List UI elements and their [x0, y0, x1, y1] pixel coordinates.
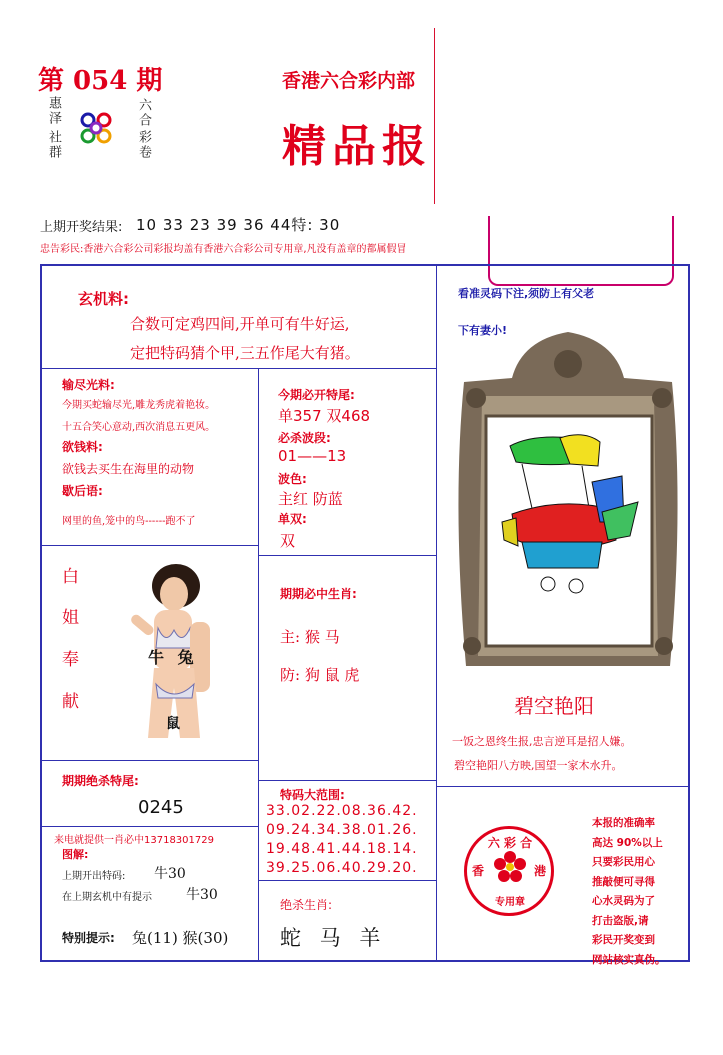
range-row-2: 09.24.34.38.01.26.: [266, 822, 418, 838]
accuracy-line-3: 只要彩民用心: [592, 856, 655, 868]
seal-mid-right: 港: [534, 864, 547, 878]
odd-even-value: 双: [280, 532, 296, 550]
baijie-char-4: 献: [62, 692, 79, 712]
tujie-2-value: 牛30: [186, 887, 218, 903]
kill-tail-label: 期期绝杀特尾:: [62, 774, 139, 788]
xiehouyu-label: 歇后语:: [62, 484, 103, 498]
header-vertical-1: 惠泽: [46, 96, 61, 126]
last-results-numbers: 10 33 23 39 36 44特: 30: [136, 216, 341, 234]
baijie-overlay-2: 鼠: [166, 716, 180, 732]
kill-zodiac-value: 蛇 马 羊: [280, 926, 387, 950]
accuracy-text: [592, 814, 666, 970]
accuracy-line-1: 本报的准确率: [592, 817, 655, 829]
zodiac-backup: 防: 狗 鼠 虎: [280, 666, 360, 684]
range-row-1: 33.02.22.08.36.42.: [266, 803, 418, 819]
accuracy-line-8: 网站核实真伪。: [592, 953, 666, 966]
header-vertical-4: 彩卷: [136, 130, 151, 160]
yuqian-label: 欲钱料:: [62, 440, 103, 454]
wave-label: 必杀波段:: [278, 431, 331, 445]
seal-top-text: 六 彩 合: [487, 836, 533, 850]
kill-zodiac-label: 绝杀生肖:: [280, 898, 333, 912]
header-vertical-3: 六合: [136, 98, 151, 128]
accuracy-line-6: 打击盗版,请: [592, 914, 649, 927]
accuracy-line-7: 彩民开奖变到: [592, 934, 655, 946]
range-row-3: 19.48.41.44.18.14.: [266, 841, 418, 857]
accuracy-line-4: 推敲便可寻得: [592, 875, 655, 888]
tail-value: 单357 双468: [278, 407, 371, 425]
tujie-label: 图解:: [62, 848, 89, 861]
tail-label: 今期必开特尾:: [278, 388, 355, 402]
kill-tail-value: 0245: [138, 797, 184, 818]
color-value: 主红 防蓝: [278, 490, 343, 508]
right-top-line-1: 看准灵码下注,须防上有父老: [458, 287, 595, 300]
zodiac-main: 主: 猴 马: [280, 628, 340, 646]
color-label: 波色:: [278, 472, 307, 486]
last-results-label: 上期开奖结果:: [40, 220, 123, 235]
xuanji-line-1: 合数可定鸡四间,开单可有牛好运,: [130, 315, 350, 333]
subtitle: 香港六合彩内部: [282, 70, 416, 92]
ornate-frame-picture: [452, 326, 684, 684]
xuanji-label: 玄机料:: [78, 290, 129, 308]
shujin-line-1: 今期买蛇输尽光,雕龙秀虎着艳妆。: [62, 400, 216, 411]
baijie-char-1: 白: [62, 567, 79, 587]
tujie-1-label: 上期开出特码:: [62, 871, 126, 882]
right-top-line-2: 下有妻小!: [458, 324, 508, 337]
header-vertical-2: 社群: [46, 130, 61, 160]
zodiac-label: 期期必中生肖:: [280, 587, 357, 601]
picture-caption: 碧空艳阳: [514, 694, 594, 718]
poem-line-1: 一饭之恩终生报,忠言逆耳是招人嫌。: [452, 735, 632, 748]
baijie-overlay-1: 牛 兔: [148, 648, 198, 667]
accuracy-line-5: 心水灵码为了: [592, 895, 655, 907]
tip-label: 特别提示:: [62, 931, 115, 945]
baijie-char-3: 奉: [62, 650, 79, 670]
shujin-label: 输尽光料:: [62, 378, 115, 392]
yuqian-text: 欲钱去买生在海里的动物: [62, 462, 195, 476]
xiehouyu-text: 网里的鱼,笼中的鸟------跑不了: [62, 516, 196, 527]
tujie-2-label: 在上期玄机中有提示: [62, 892, 152, 903]
range-label: 特码大范围:: [280, 788, 345, 802]
baijie-char-2: 姐: [62, 608, 79, 628]
accuracy-line-2: 高达 90%以上: [592, 836, 663, 849]
wave-value: 01——13: [278, 447, 347, 465]
tip-value: 兔(11) 猴(30): [132, 929, 229, 947]
odd-even-label: 单双:: [278, 512, 307, 526]
xuanji-line-2: 定把特码猜个甲,三五作尾大有猪。: [130, 344, 360, 362]
warning-text: 忠告彩民:香港六合彩公司彩报均盖有香港六合彩公司专用章,凡没有盖章的都属假冒: [40, 244, 407, 255]
seal-mid-left: 香: [472, 864, 485, 878]
page-title: 精品报: [282, 121, 432, 172]
logo-rings-icon: [78, 110, 116, 148]
flower-icon: [493, 850, 527, 884]
shujin-line-2: 十五合笑心意动,西次消息五更风。: [62, 422, 216, 433]
seal-bottom-text: 专用章: [495, 897, 525, 908]
issue-number: 第 054 期: [38, 66, 163, 96]
tujie-1-value: 牛30: [154, 866, 186, 882]
contact-line: 来电就提供一肖必中13718301729: [54, 835, 214, 846]
range-row-4: 39.25.06.40.29.20.: [266, 860, 418, 876]
poem-line-2: 碧空艳阳八方映,国望一家木水升。: [454, 759, 623, 772]
